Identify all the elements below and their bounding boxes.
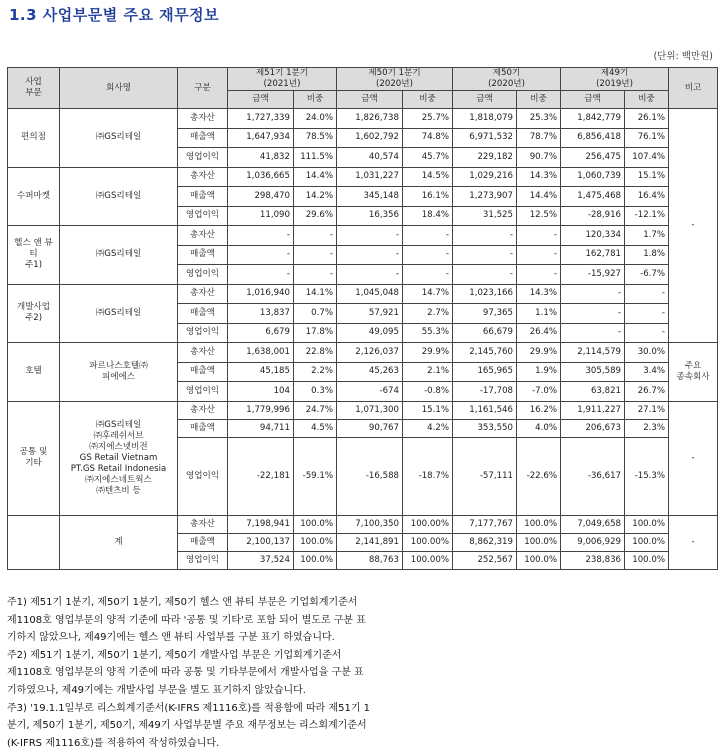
ratio-cell: 2.7% <box>403 304 453 324</box>
ratio-cell: 100.00% <box>403 515 453 533</box>
amount-cell: 63,821 <box>561 382 625 402</box>
amount-cell: - <box>228 265 294 285</box>
ratio-cell: 100.0% <box>625 551 669 569</box>
amount-cell: - <box>453 265 517 285</box>
amount-cell: 88,763 <box>337 551 403 569</box>
ratio-cell: 0.7% <box>294 304 337 324</box>
amount-cell: 165,965 <box>453 362 517 382</box>
table-row <box>8 515 718 533</box>
row-label: 매출액 <box>178 245 228 265</box>
header-period-2: 제50기 1분기 (2020년) <box>337 68 453 91</box>
ratio-cell: -22.6% <box>517 437 561 515</box>
amount-cell: 45,185 <box>228 362 294 382</box>
ratio-cell: 107.4% <box>625 148 669 168</box>
amount-cell: 1,826,738 <box>337 109 403 129</box>
header-ratio: 비중 <box>625 91 669 109</box>
row-label: 영업이익 <box>178 148 228 168</box>
ratio-cell: 100.0% <box>517 551 561 569</box>
row-label: 영업이익 <box>178 382 228 402</box>
ratio-cell: 17.8% <box>294 323 337 343</box>
row-label: 영업이익 <box>178 551 228 569</box>
segment-name: 개발사업 주2) <box>8 284 60 343</box>
ratio-cell: 26.1% <box>625 109 669 129</box>
amount-cell: 16,356 <box>337 206 403 226</box>
ratio-cell: 27.1% <box>625 401 669 419</box>
footnote-line: 주1) 제51기 1분기, 제50기 1분기, 제50기 헬스 앤 뷰티 부문은 기업회계기준서 <box>7 597 358 608</box>
amount-cell: -17,708 <box>453 382 517 402</box>
header-period-4: 제49기 (2019년) <box>561 68 669 91</box>
ratio-cell: 78.5% <box>294 128 337 148</box>
ratio-cell: 100.00% <box>403 551 453 569</box>
ratio-cell: - <box>403 265 453 285</box>
ratio-cell: 22.8% <box>294 343 337 363</box>
amount-cell: -15,927 <box>561 265 625 285</box>
amount-cell: 94,711 <box>228 419 294 437</box>
row-label: 매출액 <box>178 419 228 437</box>
company-name: ㈜GS리테일 <box>60 284 178 343</box>
ratio-cell: 16.4% <box>625 187 669 207</box>
company-name: ㈜GS리테일 <box>60 226 178 285</box>
header-amount: 금액 <box>453 91 517 109</box>
amount-cell: 1,031,227 <box>337 167 403 187</box>
row-label: 총자산 <box>178 343 228 363</box>
ratio-cell: 2.3% <box>625 419 669 437</box>
amount-cell: 2,141,891 <box>337 533 403 551</box>
amount-cell: 298,470 <box>228 187 294 207</box>
ratio-cell: 4.2% <box>403 419 453 437</box>
ratio-cell: 100.0% <box>517 533 561 551</box>
ratio-cell: 29.9% <box>517 343 561 363</box>
ratio-cell: 14.7% <box>403 284 453 304</box>
ratio-cell: -12.1% <box>625 206 669 226</box>
ratio-cell: 45.7% <box>403 148 453 168</box>
ratio-cell: -0.8% <box>403 382 453 402</box>
ratio-cell: 14.3% <box>517 284 561 304</box>
ratio-cell: 14.5% <box>403 167 453 187</box>
amount-cell: 49,095 <box>337 323 403 343</box>
table-row <box>8 167 718 187</box>
row-label: 영업이익 <box>178 206 228 226</box>
ratio-cell: 15.1% <box>625 167 669 187</box>
amount-cell: 7,198,941 <box>228 515 294 533</box>
header-period-1: 제51기 1분기 (2021년) <box>228 68 337 91</box>
ratio-cell: - <box>517 245 561 265</box>
header-category: 구분 <box>178 68 228 109</box>
row-label: 매출액 <box>178 187 228 207</box>
footnote-line: 주2) 제51기 1분기, 제50기 1분기, 제50기 개발사업 부문은 기업회계기준서 <box>7 649 342 661</box>
amount-cell: 1,602,792 <box>337 128 403 148</box>
ratio-cell: 29.6% <box>294 206 337 226</box>
amount-cell: 6,679 <box>228 323 294 343</box>
company-name: 계 <box>60 515 178 569</box>
table-row <box>8 343 718 363</box>
ratio-cell: 25.7% <box>403 109 453 129</box>
amount-cell: -28,916 <box>561 206 625 226</box>
header-ratio: 비중 <box>403 91 453 109</box>
row-label: 매출액 <box>178 128 228 148</box>
ratio-cell: - <box>517 265 561 285</box>
ratio-cell: 4.0% <box>517 419 561 437</box>
ratio-cell: 4.5% <box>294 419 337 437</box>
ratio-cell: 111.5% <box>294 148 337 168</box>
amount-cell: 256,475 <box>561 148 625 168</box>
header-amount: 금액 <box>561 91 625 109</box>
row-label: 총자산 <box>178 167 228 187</box>
note-cell: - <box>669 515 718 569</box>
amount-cell: 1,911,227 <box>561 401 625 419</box>
row-label: 총자산 <box>178 284 228 304</box>
amount-cell: 90,767 <box>337 419 403 437</box>
footnote-line: 제1108호 영업부문의 양적 기준에 따라 '공통 및 기타'로 포함 되어 별도로 구분 표 <box>7 614 366 626</box>
note-cell: - <box>669 401 718 515</box>
amount-cell: - <box>561 323 625 343</box>
amount-cell: 2,126,037 <box>337 343 403 363</box>
ratio-cell: 100.00% <box>403 533 453 551</box>
row-label: 영업이익 <box>178 323 228 343</box>
amount-cell: 9,006,929 <box>561 533 625 551</box>
amount-cell: -22,181 <box>228 437 294 515</box>
ratio-cell: - <box>625 323 669 343</box>
segment-name: 편의점 <box>8 109 60 168</box>
amount-cell: 238,836 <box>561 551 625 569</box>
note-cell: - <box>669 109 718 343</box>
table-row <box>8 226 718 246</box>
header-note: 비고 <box>669 68 718 109</box>
amount-cell: 31,525 <box>453 206 517 226</box>
table-row <box>8 401 718 419</box>
ratio-cell: 14.4% <box>517 187 561 207</box>
ratio-cell: -18.7% <box>403 437 453 515</box>
ratio-cell: 0.3% <box>294 382 337 402</box>
table-row <box>8 109 718 129</box>
amount-cell: 66,679 <box>453 323 517 343</box>
amount-cell: - <box>561 304 625 324</box>
amount-cell: 1,727,339 <box>228 109 294 129</box>
header-ratio: 비중 <box>517 91 561 109</box>
ratio-cell: 1.7% <box>625 226 669 246</box>
ratio-cell: - <box>403 226 453 246</box>
ratio-cell: -7.0% <box>517 382 561 402</box>
amount-cell: - <box>228 245 294 265</box>
header-amount: 금액 <box>337 91 403 109</box>
ratio-cell: 55.3% <box>403 323 453 343</box>
ratio-cell: 16.2% <box>517 401 561 419</box>
ratio-cell: 14.1% <box>294 284 337 304</box>
amount-cell: 1,273,907 <box>453 187 517 207</box>
amount-cell: 305,589 <box>561 362 625 382</box>
amount-cell: 1,475,468 <box>561 187 625 207</box>
ratio-cell: - <box>294 226 337 246</box>
ratio-cell: 29.9% <box>403 343 453 363</box>
amount-cell: 57,921 <box>337 304 403 324</box>
ratio-cell: 100.0% <box>294 533 337 551</box>
row-label: 총자산 <box>178 109 228 129</box>
segment-name: 공통 및 기타 <box>8 401 60 515</box>
amount-cell: -57,111 <box>453 437 517 515</box>
table-row <box>8 284 718 304</box>
amount-cell: 1,842,779 <box>561 109 625 129</box>
row-label: 총자산 <box>178 226 228 246</box>
amount-cell: 7,100,350 <box>337 515 403 533</box>
unit-label: (단위: 백만원) <box>653 51 713 62</box>
amount-cell: 1,071,300 <box>337 401 403 419</box>
amount-cell: - <box>228 226 294 246</box>
company-name: ㈜GS리테일 <box>60 109 178 168</box>
ratio-cell: - <box>294 245 337 265</box>
ratio-cell: 24.0% <box>294 109 337 129</box>
ratio-cell: 14.2% <box>294 187 337 207</box>
ratio-cell: 100.0% <box>294 515 337 533</box>
amount-cell: 6,971,532 <box>453 128 517 148</box>
amount-cell: 229,182 <box>453 148 517 168</box>
segment-name: 수퍼마켓 <box>8 167 60 226</box>
header-period-3: 제50기 (2020년) <box>453 68 561 91</box>
header-ratio: 비중 <box>294 91 337 109</box>
ratio-cell: 26.7% <box>625 382 669 402</box>
amount-cell: - <box>337 226 403 246</box>
ratio-cell: -6.7% <box>625 265 669 285</box>
footnote-line: 기하였으나, 제49기에는 개발사업 부문을 별도 표기하지 않았습니다. <box>7 684 306 696</box>
ratio-cell: 100.0% <box>625 515 669 533</box>
amount-cell: 2,145,760 <box>453 343 517 363</box>
company-name: ㈜GS리테일 <box>60 167 178 226</box>
amount-cell: -16,588 <box>337 437 403 515</box>
amount-cell: - <box>337 265 403 285</box>
company-name: ㈜GS리테일 ㈜후레쉬서브 ㈜지에스넷비전 GS Retail Vietnam PT.GS Retail Indonesia ㈜지에스네트웍스 ㈜텐츠비 등 <box>60 401 178 515</box>
amount-cell: 2,100,137 <box>228 533 294 551</box>
segment-name: 헬스 앤 뷰 티 주1) <box>8 226 60 285</box>
amount-cell: 1,647,934 <box>228 128 294 148</box>
financial-table <box>7 67 718 570</box>
amount-cell: 7,049,658 <box>561 515 625 533</box>
ratio-cell: 2.2% <box>294 362 337 382</box>
ratio-cell: 78.7% <box>517 128 561 148</box>
amount-cell: 45,263 <box>337 362 403 382</box>
note-cell: 주요 종속회사 <box>669 343 718 402</box>
amount-cell: 41,832 <box>228 148 294 168</box>
amount-cell: 6,856,418 <box>561 128 625 148</box>
amount-cell: 1,818,079 <box>453 109 517 129</box>
amount-cell: 11,090 <box>228 206 294 226</box>
header-segment: 사업 부문 <box>8 68 60 109</box>
amount-cell: - <box>453 226 517 246</box>
amount-cell: 353,550 <box>453 419 517 437</box>
ratio-cell: -15.3% <box>625 437 669 515</box>
ratio-cell: 100.0% <box>625 533 669 551</box>
row-label: 매출액 <box>178 533 228 551</box>
amount-cell: 97,365 <box>453 304 517 324</box>
segment-name: 호텔 <box>8 343 60 402</box>
amount-cell: 13,837 <box>228 304 294 324</box>
amount-cell: 2,114,579 <box>561 343 625 363</box>
amount-cell: 1,029,216 <box>453 167 517 187</box>
footnote-line: 주3) '19.1.1일부로 리스회계기준서(K-IFRS 제1116호)를 적용함에 따라 제51기 1 <box>7 702 371 714</box>
footnote-line: 기하지 않았으나, 제49기에는 헬스 앤 뷰티 사업부를 구분 표기 하였습니다. <box>7 632 335 644</box>
ratio-cell: - <box>294 265 337 285</box>
amount-cell: 1,045,048 <box>337 284 403 304</box>
segment-name <box>8 515 60 569</box>
footnote-line: 분기, 제50기 1분기, 제50기, 제49기 사업부문별 주요 재무정보는 리스회계기준서 <box>7 720 367 732</box>
ratio-cell: 24.7% <box>294 401 337 419</box>
header-amount: 금액 <box>228 91 294 109</box>
amount-cell: 1,638,001 <box>228 343 294 363</box>
amount-cell: 206,673 <box>561 419 625 437</box>
ratio-cell: - <box>625 284 669 304</box>
ratio-cell: 14.4% <box>294 167 337 187</box>
ratio-cell: 100.0% <box>294 551 337 569</box>
row-label: 총자산 <box>178 401 228 419</box>
ratio-cell: - <box>625 304 669 324</box>
amount-cell: -674 <box>337 382 403 402</box>
ratio-cell: - <box>517 226 561 246</box>
ratio-cell: 15.1% <box>403 401 453 419</box>
ratio-cell: 1.1% <box>517 304 561 324</box>
amount-cell: 37,524 <box>228 551 294 569</box>
amount-cell: - <box>561 284 625 304</box>
amount-cell: 1,016,940 <box>228 284 294 304</box>
ratio-cell: 74.8% <box>403 128 453 148</box>
ratio-cell: 2.1% <box>403 362 453 382</box>
row-label: 영업이익 <box>178 265 228 285</box>
ratio-cell: 100.0% <box>517 515 561 533</box>
amount-cell: 7,177,767 <box>453 515 517 533</box>
amount-cell: 104 <box>228 382 294 402</box>
table-body <box>8 109 718 570</box>
ratio-cell: - <box>403 245 453 265</box>
footnote-line: 제1108호 영업부문의 양적 기준에 따라 공통 및 기타부문에서 개발사업을 구분 표 <box>7 667 364 679</box>
row-label: 매출액 <box>178 362 228 382</box>
ratio-cell: 14.3% <box>517 167 561 187</box>
ratio-cell: 25.3% <box>517 109 561 129</box>
ratio-cell: 12.5% <box>517 206 561 226</box>
amount-cell: - <box>453 245 517 265</box>
ratio-cell: 18.4% <box>403 206 453 226</box>
ratio-cell: 30.0% <box>625 343 669 363</box>
amount-cell: 162,781 <box>561 245 625 265</box>
ratio-cell: -59.1% <box>294 437 337 515</box>
amount-cell: 8,862,319 <box>453 533 517 551</box>
ratio-cell: 26.4% <box>517 323 561 343</box>
row-label: 총자산 <box>178 515 228 533</box>
amount-cell: 1,779,996 <box>228 401 294 419</box>
company-name: 파르나스호텔㈜ 피에에스 <box>60 343 178 402</box>
amount-cell: 1,023,166 <box>453 284 517 304</box>
footnotes <box>7 594 719 752</box>
row-label: 매출액 <box>178 304 228 324</box>
footnote-line: (K-IFRS 제1116호)를 적용하여 작성하였습니다. <box>7 737 220 749</box>
header-company: 회사명 <box>60 68 178 109</box>
ratio-cell: 76.1% <box>625 128 669 148</box>
amount-cell: -36,617 <box>561 437 625 515</box>
amount-cell: 40,574 <box>337 148 403 168</box>
amount-cell: 1,036,665 <box>228 167 294 187</box>
ratio-cell: 3.4% <box>625 362 669 382</box>
ratio-cell: 90.7% <box>517 148 561 168</box>
amount-cell: 345,148 <box>337 187 403 207</box>
amount-cell: 1,060,739 <box>561 167 625 187</box>
amount-cell: 252,567 <box>453 551 517 569</box>
section-title: 1.3 사업부문별 주요 재무정보 <box>9 6 220 24</box>
amount-cell: - <box>337 245 403 265</box>
ratio-cell: 16.1% <box>403 187 453 207</box>
amount-cell: 1,161,546 <box>453 401 517 419</box>
ratio-cell: 1.8% <box>625 245 669 265</box>
row-label: 영업이익 <box>178 437 228 515</box>
amount-cell: 120,334 <box>561 226 625 246</box>
ratio-cell: 1.9% <box>517 362 561 382</box>
